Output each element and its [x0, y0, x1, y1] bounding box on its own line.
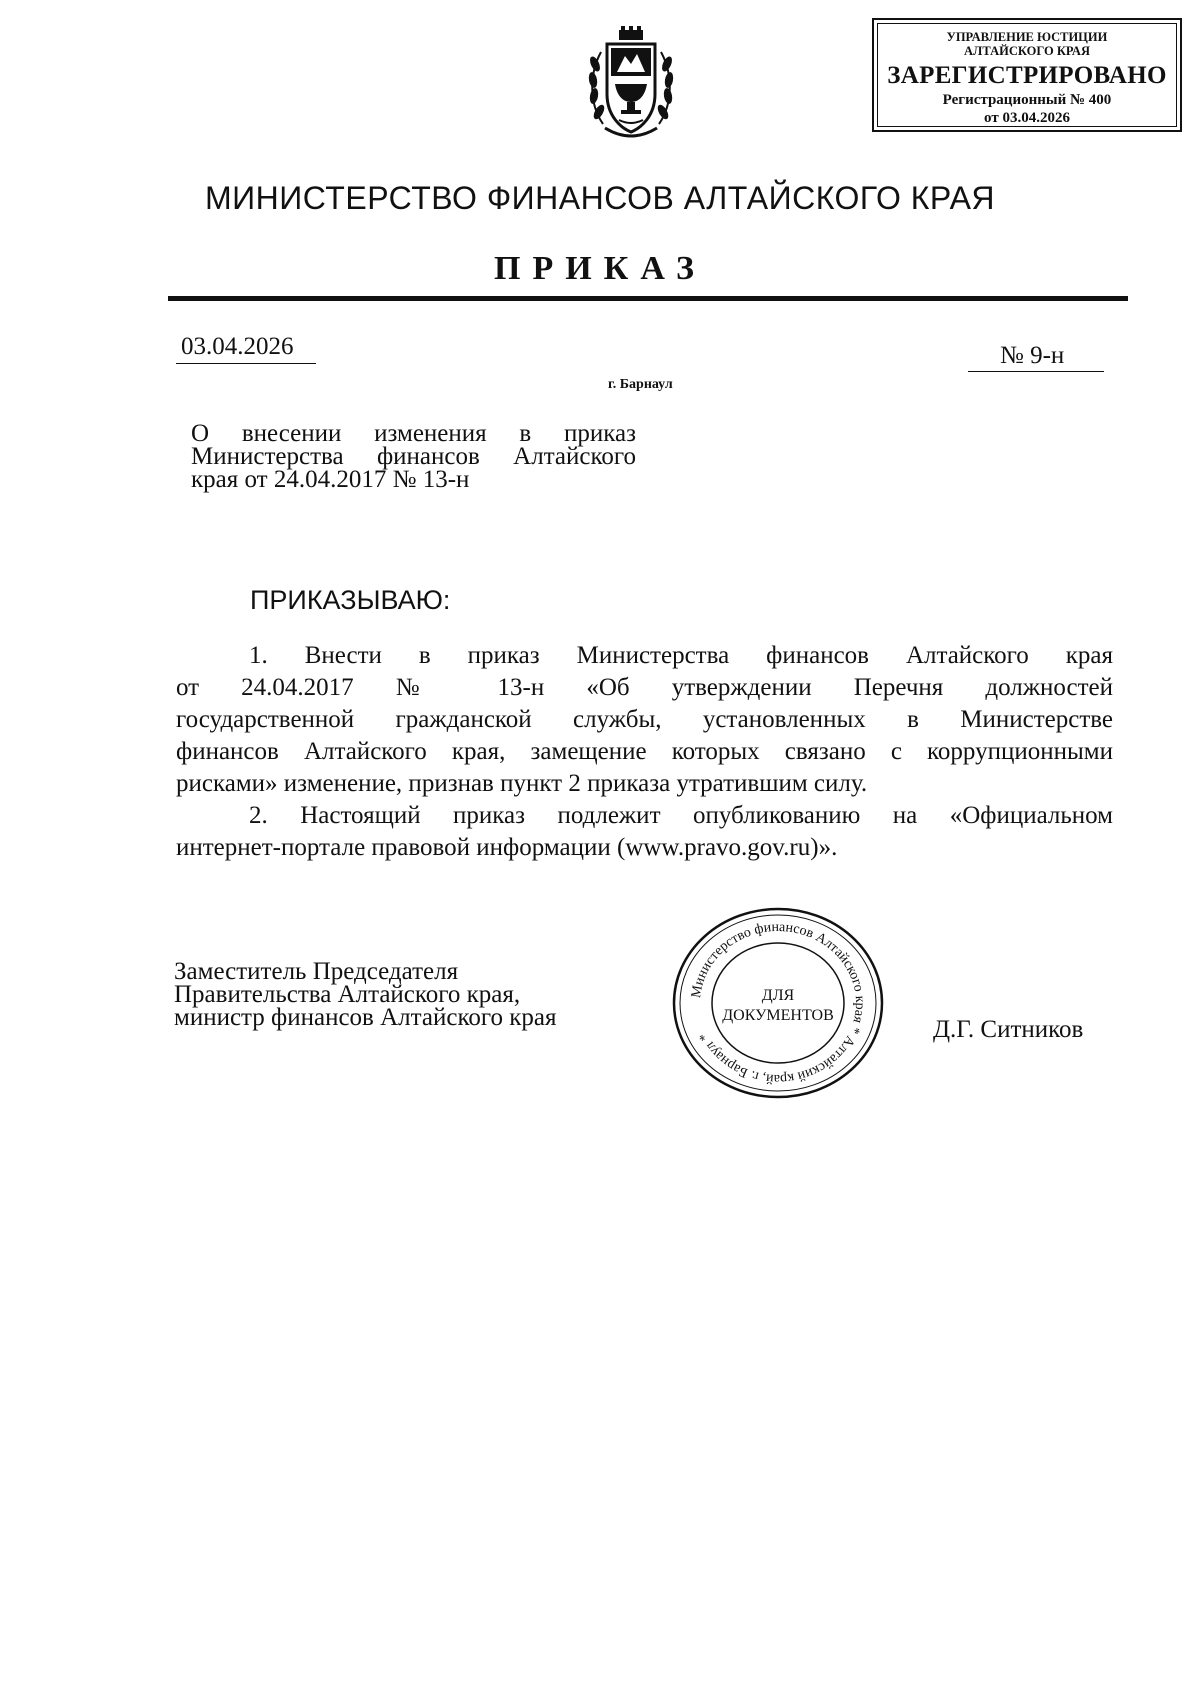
- body-line: 2. Настоящий приказ подлежит опубликованию на «Официальном: [249, 802, 1113, 829]
- document-subject: [191, 422, 636, 491]
- subject-line: края от 24.04.2017 № 13-н: [191, 466, 470, 493]
- registration-number: Регистрационный № 400: [942, 92, 1112, 108]
- body-line: государственной гражданской службы, установленных в Министерстве: [176, 706, 1113, 733]
- registration-stamp: [872, 18, 1182, 132]
- ministry-name: МИНИСТЕРСТВО ФИНАНСОВ АЛТАЙСКОГО КРАЯ: [204, 180, 996, 216]
- body-line: интернет-портале правовой информации (www.pravo.gov.ru)».: [176, 834, 838, 861]
- document-date: 03.04.2026: [181, 333, 294, 360]
- body-line: рисками» изменение, признав пункт 2 приказа утратившим силу.: [176, 770, 868, 797]
- number-underline: [968, 371, 1104, 372]
- order-word: ПРИКАЗЫВАЮ:: [250, 585, 451, 615]
- coat-of-arms-icon: [585, 24, 677, 144]
- registration-organization: [878, 24, 1176, 58]
- seal-ring-text: Министерство финансов Алтайского края * Алтайский край, г. Барнаул *: [689, 919, 868, 1087]
- seal-center-line2: ДОКУМЕНТОВ: [722, 1007, 834, 1024]
- body-line: 1. Внести в приказ Министерства финансов Алтайского края: [249, 642, 1113, 669]
- body-line: от 24.04.2017 № 13-н «Об утверждении Перечня должностей: [176, 674, 1113, 701]
- seal-center-line1: ДЛЯ: [761, 987, 795, 1004]
- registration-date: от 03.04.2026: [984, 110, 1070, 126]
- document-body: [176, 640, 1113, 864]
- subject-line: Министерства финансов Алтайского: [191, 443, 636, 470]
- date-underline: [176, 363, 316, 364]
- subject-line: О внесении изменения в приказ: [191, 420, 636, 447]
- signer-title-line: Заместитель Председателя: [174, 958, 459, 985]
- document-type: ПРИКАЗ: [494, 250, 706, 287]
- document-number: № 9-н: [1000, 342, 1065, 369]
- signer-title-line: министр финансов Алтайского края: [174, 1004, 557, 1031]
- body-line: финансов Алтайского края, замещение которых связано с коррупционными: [176, 738, 1113, 765]
- registration-organization-line1: УПРАВЛЕНИЕ ЮСТИЦИИ: [946, 30, 1108, 44]
- registration-status: ЗАРЕГИСТРИРОВАНО: [887, 62, 1167, 89]
- signer-title: [174, 960, 556, 1029]
- official-seal: [668, 904, 888, 1102]
- document-city: г. Барнаул: [608, 377, 673, 392]
- header-divider: [168, 296, 1128, 301]
- signer-name: Д.Г. Ситников: [933, 1016, 1084, 1043]
- registration-organization-line2: АЛТАЙСКОГО КРАЯ: [964, 44, 1090, 58]
- signer-title-line: Правительства Алтайского края,: [174, 981, 521, 1008]
